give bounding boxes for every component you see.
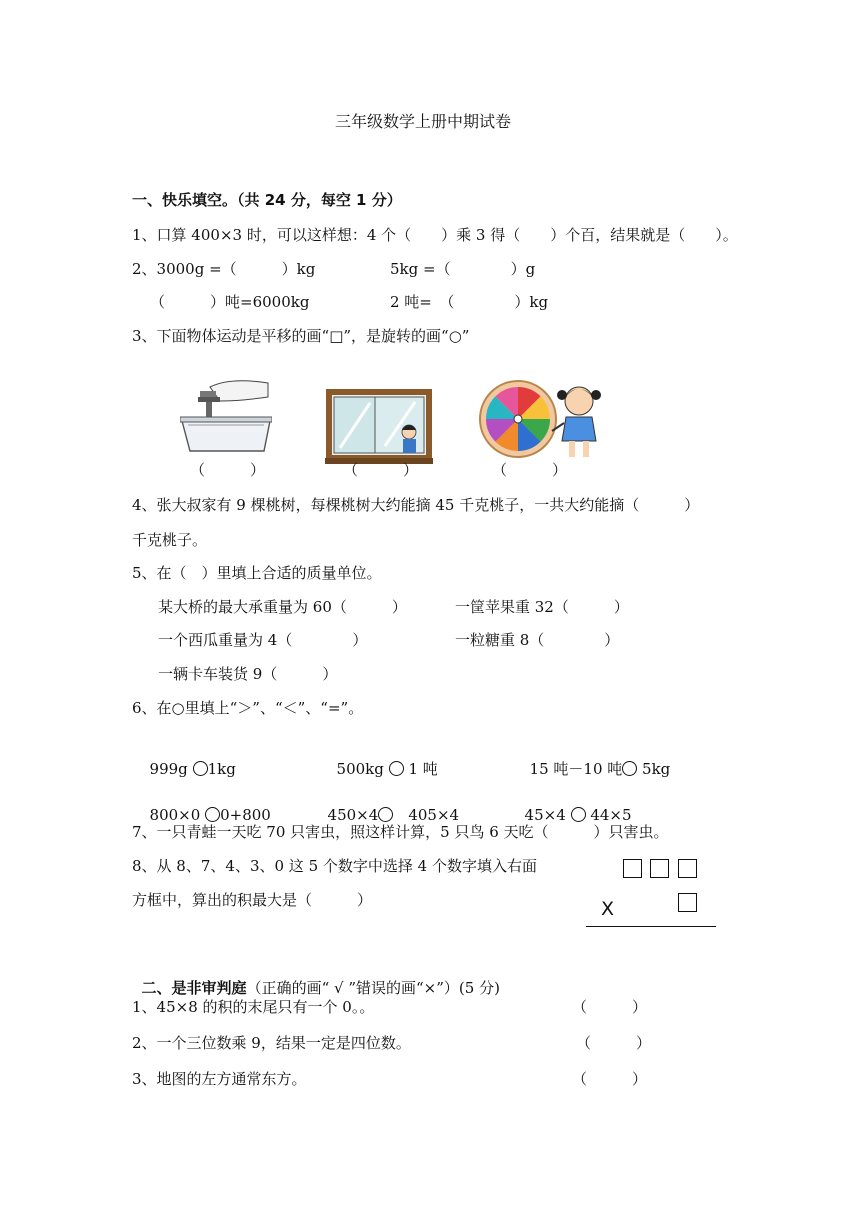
question-2c: （ ）吨=6000kg — [150, 293, 310, 311]
question-4-line2: 千克桃子。 — [132, 531, 208, 549]
q3-blank-faucet[interactable]: （ ） — [190, 461, 266, 479]
question-3: 3、下面物体运动是平移的画“□”，是旋转的画“○” — [132, 327, 470, 345]
question-2b: 5kg =（ ）g — [390, 260, 536, 278]
section2-heading: 二、是非审判庭（正确的画“ √ ”错误的画“×”）(5 分) — [141, 979, 500, 997]
compare-circle[interactable] — [389, 761, 404, 776]
question-5e: 一辆卡车装货 9（ ） — [158, 665, 338, 683]
compare-circle[interactable] — [205, 807, 220, 822]
digit-box[interactable] — [678, 859, 697, 878]
compare-5: 450×4 405×4 — [327, 806, 460, 824]
question-5b: 一筐苹果重 32（ ） — [455, 598, 629, 616]
faucet-image — [180, 375, 272, 460]
judge-item-1: 1、45×8 的积的末尾只有一个 0。。 — [132, 998, 375, 1016]
judge-blank-3[interactable]: （ ） — [572, 1070, 648, 1088]
question-4-line1: 4、张大叔家有 9 棵桃树，每棵桃树大约能摘 45 千克桃子，一共大约能摘（ ） — [132, 496, 700, 514]
judge-blank-2[interactable]: （ ） — [576, 1034, 652, 1052]
q3-blank-window[interactable]: （ ） — [343, 461, 419, 479]
compare-3: 15 吨－10 吨 5kg — [529, 760, 671, 778]
question-1: 1、口算 400×3 时，可以这样想：4 个（ ）乘 3 得（ ）个百，结果就是（ ）。 — [132, 226, 738, 244]
section1-heading: 一、快乐填空。（共 24 分，每空 1 分） — [132, 191, 402, 209]
question-6: 6、在○里填上“＞”、“＜”、“=”。 — [132, 699, 364, 717]
question-2d: 2 吨= （ ）kg — [390, 293, 549, 311]
compare-circle[interactable] — [378, 807, 393, 822]
question-5c: 一个西瓜重量为 4（ ） — [158, 631, 368, 649]
judge-item-2: 2、一个三位数乘 9，结果一定是四位数。 — [132, 1034, 411, 1052]
page-title: 三年级数学上册中期试卷 — [335, 112, 512, 131]
compare-4: 800×0 0+800 — [149, 806, 271, 824]
spinning-wheel-image — [476, 375, 611, 465]
q3-blank-wheel[interactable]: （ ） — [492, 461, 568, 479]
judge-blank-1[interactable]: （ ） — [572, 998, 648, 1016]
question-5a: 某大桥的最大承重量为 60（ ） — [158, 598, 407, 616]
question-8-line2: 方框中，算出的积最大是（ ） — [132, 891, 373, 909]
compare-2: 500kg 1 吨 — [336, 760, 438, 778]
digit-box[interactable] — [650, 859, 669, 878]
question-5: 5、在（ ）里填上合适的质量单位。 — [132, 564, 382, 582]
compare-circle[interactable] — [571, 807, 586, 822]
compare-1: 999g 1kg — [149, 760, 236, 778]
compare-circle[interactable] — [193, 761, 208, 776]
question-5d: 一粒糖重 8（ ） — [455, 631, 620, 649]
question-7: 7、一只青蛙一天吃 70 只害虫，照这样计算，5 只鸟 6 天吃（ ）只害虫。 — [132, 823, 669, 841]
question-2a: 2、3000g =（ ）kg — [132, 260, 316, 278]
sliding-window-image — [325, 388, 433, 464]
digit-box[interactable] — [678, 893, 697, 912]
compare-6: 45×4 44×5 — [524, 806, 632, 824]
question-8-line1: 8、从 8、7、4、3、0 这 5 个数字中选择 4 个数字填入右面 — [132, 857, 537, 875]
compare-circle[interactable] — [622, 761, 637, 776]
judge-item-3: 3、地图的左方通常东方。 — [132, 1070, 307, 1088]
multiply-sign: X — [601, 898, 615, 920]
digit-box[interactable] — [623, 859, 642, 878]
multiplication-line — [586, 926, 716, 927]
